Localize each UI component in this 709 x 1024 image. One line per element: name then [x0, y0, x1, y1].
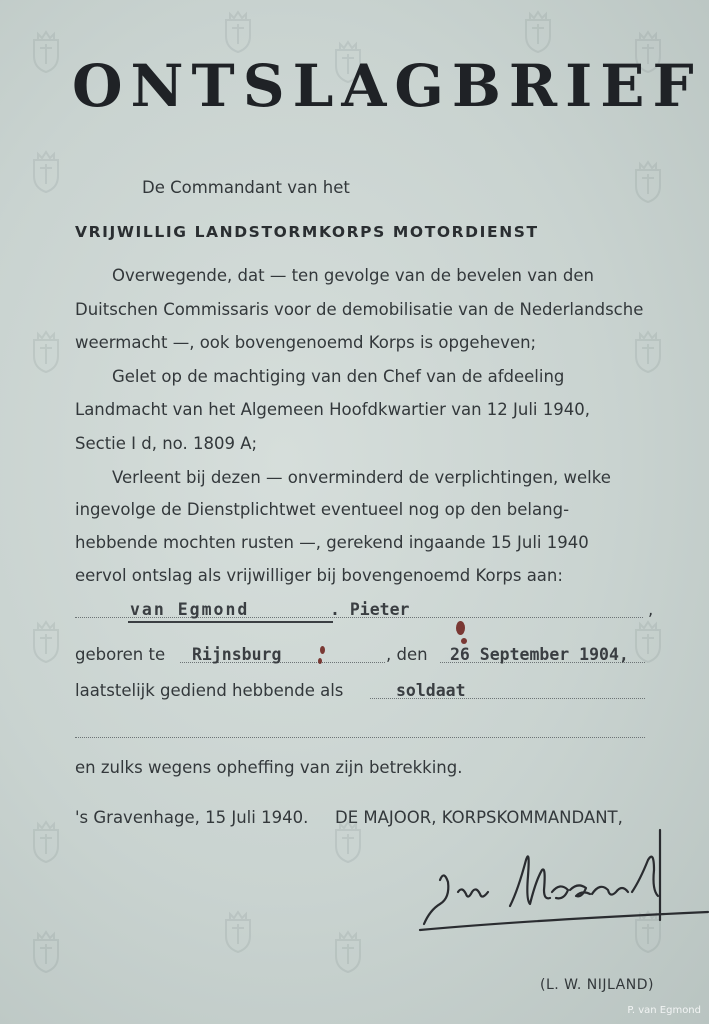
ink-blot: [456, 621, 465, 635]
name-comma: ,: [648, 600, 654, 619]
ink-blot: [318, 658, 322, 664]
paragraph-2-line-3: Sectie I d, no. 1809 A;: [75, 434, 258, 453]
ink-blot: [320, 646, 325, 654]
typed-rank: soldaat: [396, 681, 466, 700]
born-at-label: geboren te: [75, 645, 166, 664]
typed-surname: van Egmond: [130, 600, 250, 619]
paragraph-3-line-1: Verleent bij dezen — onverminderd de verplichtingen, welke: [112, 468, 611, 487]
commander-rank: DE MAJOOR, KORPSKOMMANDANT,: [335, 808, 623, 827]
typed-given-name: . Pieter: [330, 600, 410, 619]
served-as-label: laatstelijk gediend hebbende als: [75, 681, 344, 700]
handwritten-signature: [410, 820, 709, 950]
paragraph-1-line-2: Duitschen Commissaris voor de demobilisatie van de Nederlandsche: [75, 300, 644, 319]
corps-name: VRIJWILLIG LANDSTORMKORPS MOTORDIENST: [75, 223, 539, 241]
paragraph-1-line-1: Overwegende, dat — ten gevolge van de bevelen van den: [112, 266, 594, 285]
photo-credit: P. van Egmond: [627, 1005, 701, 1016]
place-date: 's Gravenhage, 15 Juli 1940.: [75, 808, 309, 827]
signer-name: (L. W. NIJLAND): [540, 977, 654, 993]
paragraph-3-line-4: eervol ontslag als vrijwilliger bij bovengenoemd Korps aan:: [75, 566, 563, 585]
paragraph-3-line-2: ingevolge de Dienstplichtwet eventueel nog op den belang-: [75, 500, 570, 519]
date-label: , den: [386, 645, 428, 664]
typed-birthdate: 26 September 1904,: [450, 645, 629, 664]
ink-blot: [461, 638, 467, 644]
intro-line: De Commandant van het: [142, 178, 350, 197]
blank-dotted-line: [75, 737, 645, 738]
paragraph-3-line-3: hebbende mochten rusten —, gerekend ingaande 15 Juli 1940: [75, 533, 589, 552]
paragraph-1-line-3: weermacht —, ook bovengenoemd Korps is opgeheven;: [75, 333, 537, 352]
reason-line: en zulks wegens opheffing van zijn betrekking.: [75, 758, 463, 777]
paragraph-2-line-2: Landmacht van het Algemeen Hoofdkwartier van 12 Juli 1940,: [75, 400, 590, 419]
surname-underline: [128, 621, 333, 623]
typed-birthplace: Rijnsburg: [192, 645, 282, 664]
paragraph-2-line-1: Gelet op de machtiging van den Chef van de afdeeling: [112, 367, 565, 386]
document-title: ONTSLAGBRIEF: [72, 52, 702, 120]
